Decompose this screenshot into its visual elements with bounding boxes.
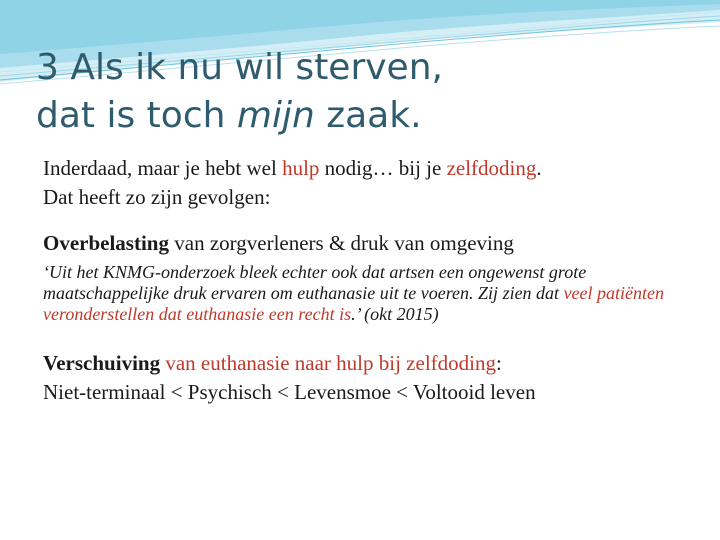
point-2-bold: Verschuiving <box>43 351 161 375</box>
quote-text-a: ‘Uit het KNMG-onderzoek bleek echter ook dat artsen een ongewenst grote maatschappelijke druk ervaren om euthanasie uit te voeren. Zij zien dat <box>43 262 587 303</box>
intro-highlight-hulp: hulp <box>282 156 320 180</box>
point-2 <box>43 349 683 378</box>
intro-text-a: Inderdaad, maar je hebt wel <box>43 156 283 180</box>
point-2-colon: : <box>495 351 502 375</box>
intro-highlight-zelfdoding: zelfdoding <box>446 156 537 180</box>
intro-text-e: . <box>536 156 542 180</box>
intro-line-1 <box>43 154 683 183</box>
intro-line-2: Dat heeft zo zijn gevolgen: <box>43 185 271 209</box>
point-2-highlight: van euthanasie naar hulp bij zelfdoding <box>160 351 496 375</box>
point-2-line-2: Niet-terminaal < Psychisch < Levensmoe < Voltooid leven <box>43 380 536 404</box>
title-line-1: 3 Als ik nu wil sterven, <box>36 47 443 88</box>
title-line-2 <box>36 92 696 140</box>
point-1-text: van zorgverleners & druk van omgeving <box>169 231 514 255</box>
slide-body <box>43 154 683 407</box>
title-line-2-end: zaak. <box>314 95 422 136</box>
slide-title <box>36 44 696 140</box>
intro-text-c: nodig… bij je <box>319 156 447 180</box>
knmg-quote <box>43 262 683 325</box>
quote-text-c: .’ (okt 2015) <box>351 304 439 324</box>
point-1 <box>43 229 683 258</box>
title-line-2-start: dat is toch <box>36 95 237 136</box>
quote-highlight: veel patiënten veronderstellen dat euthanasie een recht is <box>43 283 665 324</box>
point-1-bold: Overbelasting <box>43 231 169 255</box>
title-emphasis: mijn <box>236 95 315 136</box>
